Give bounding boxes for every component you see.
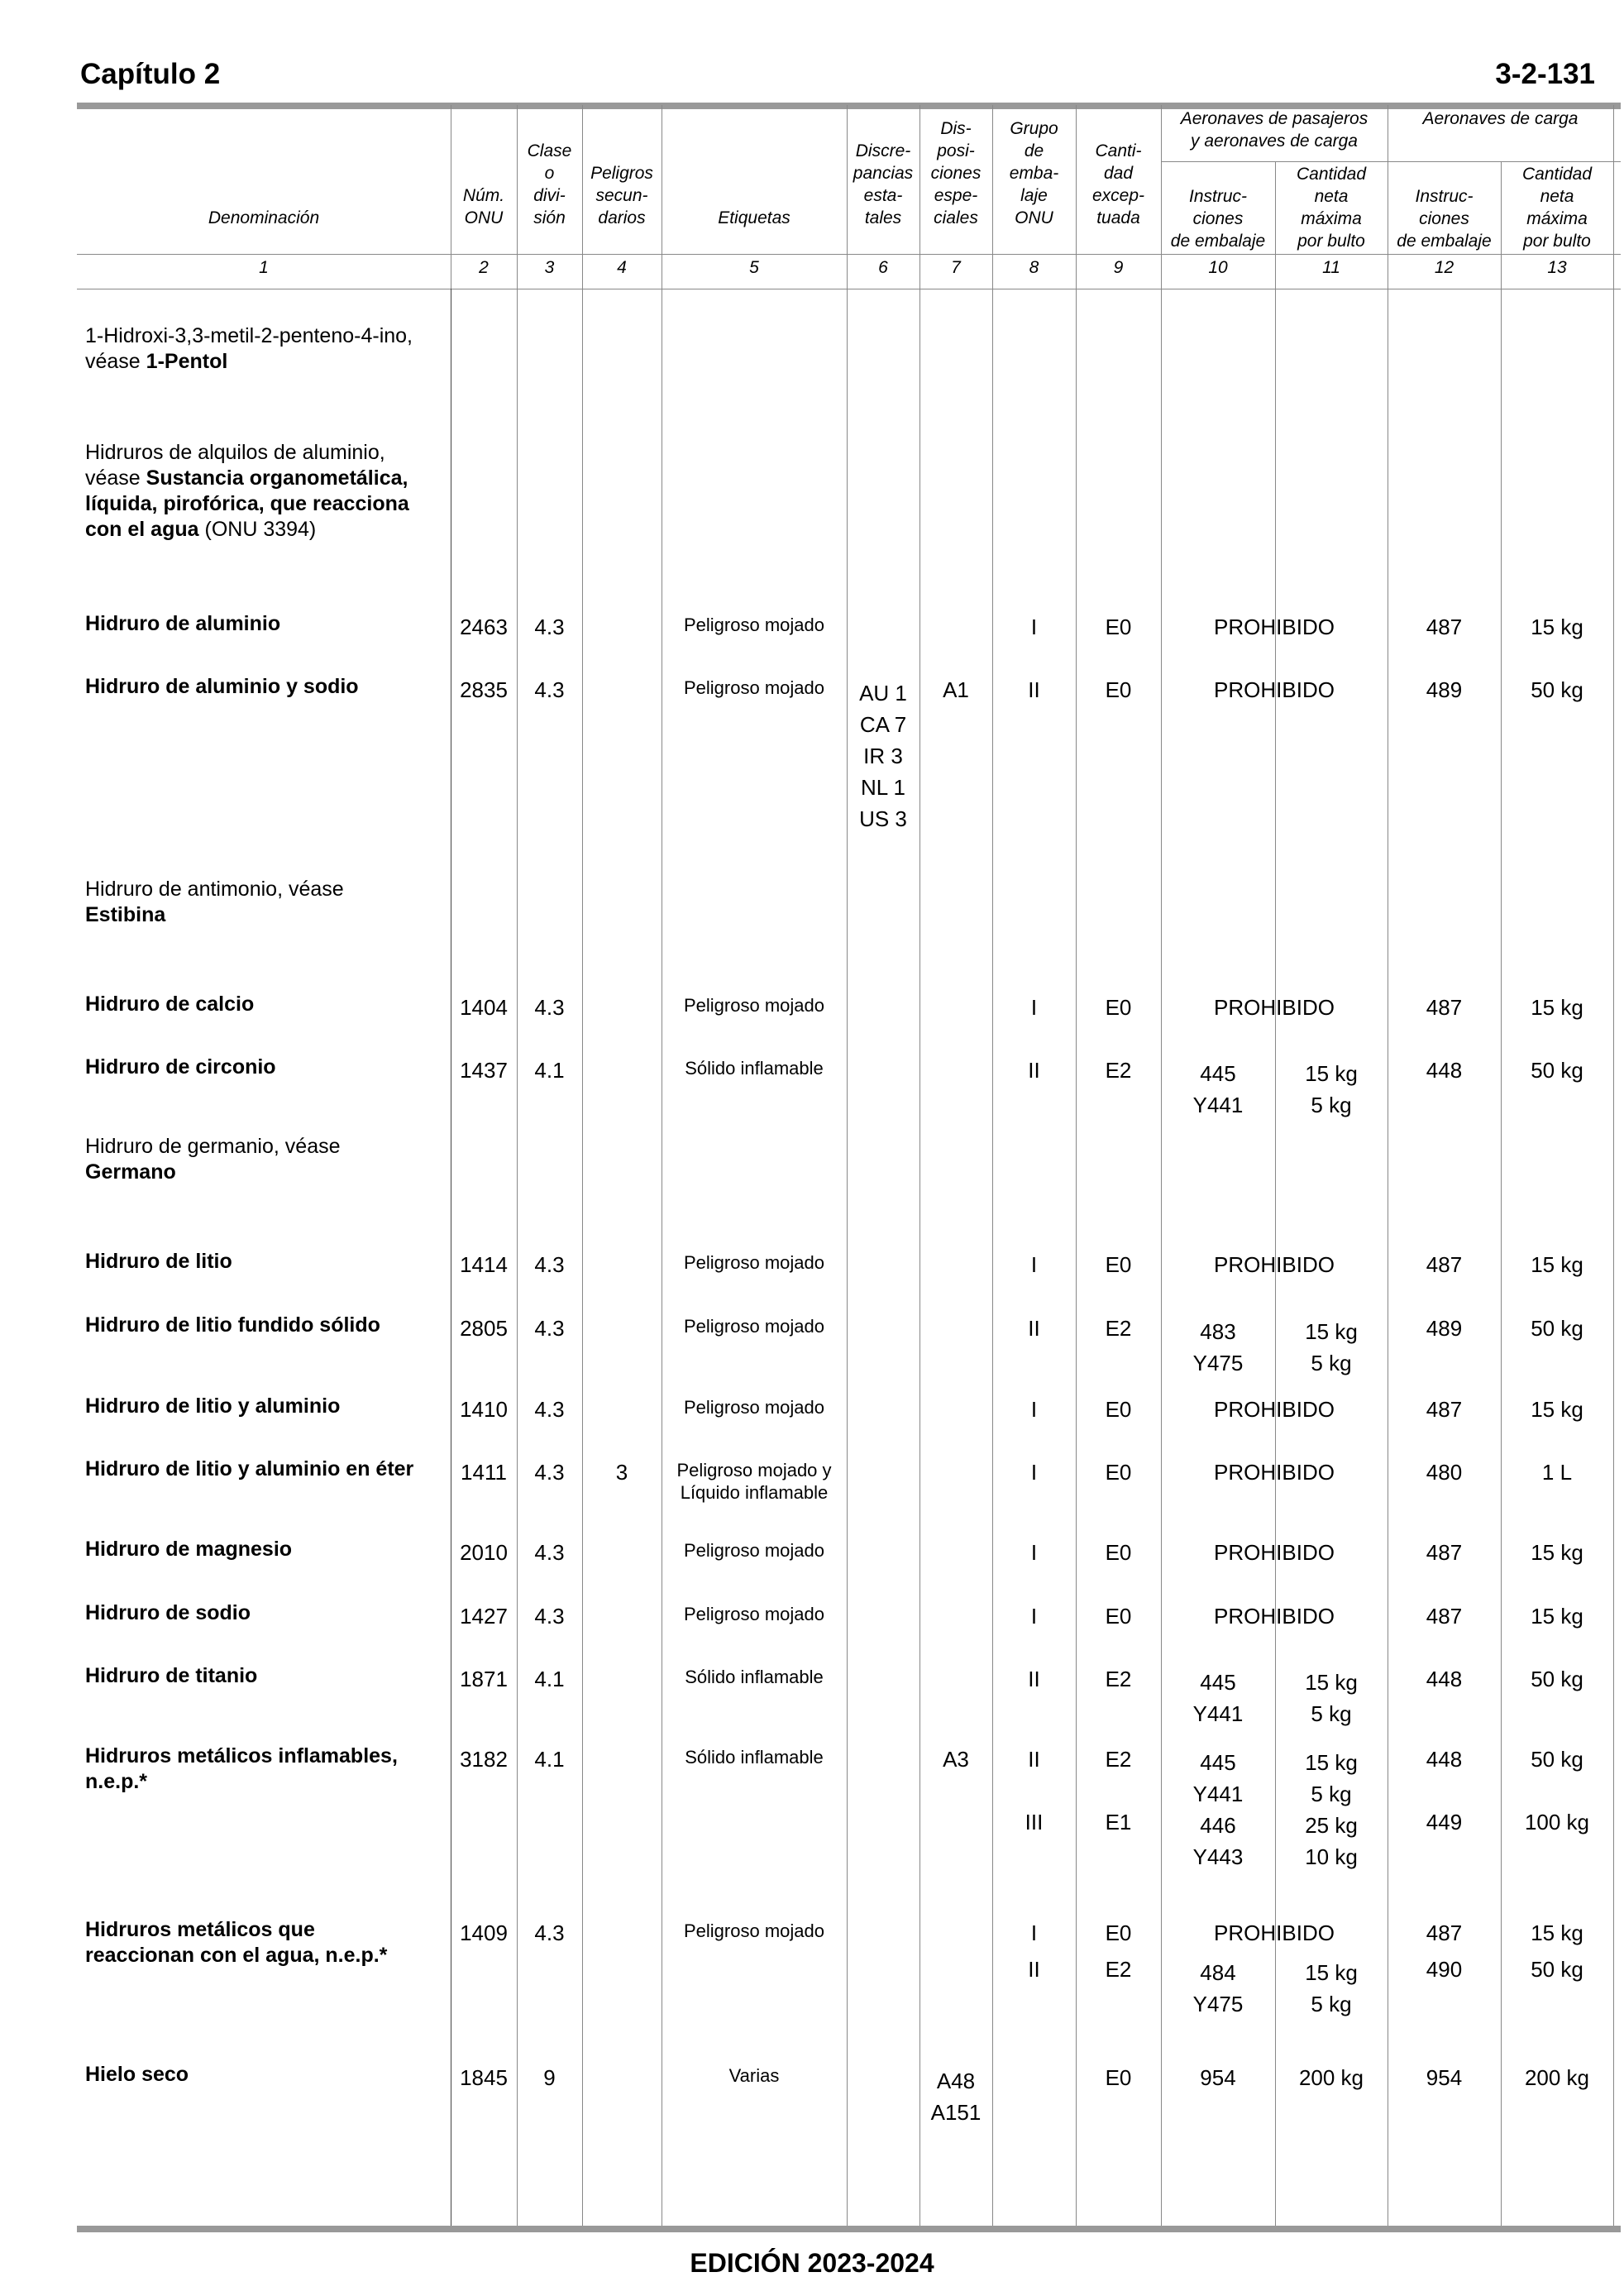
header-cantidad-exceptuada: Canti- dad excep- tuada bbox=[1091, 141, 1145, 227]
un-number: 1404 bbox=[460, 995, 508, 1020]
hazard-label: Peligroso mojado y Líquido inflamable bbox=[676, 1460, 832, 1503]
excepted-quantity: E1 bbox=[1105, 1810, 1132, 1834]
hazard-label: Sólido inflamable bbox=[685, 1058, 824, 1079]
cargo-quantity: 50 kg bbox=[1531, 677, 1583, 702]
col-number: 10 bbox=[1208, 258, 1228, 277]
un-number: 2463 bbox=[460, 615, 508, 639]
un-number: 1871 bbox=[460, 1667, 508, 1691]
cargo-quantity: 15 kg bbox=[1531, 1397, 1583, 1422]
passenger-forbidden: PROHIBIDO bbox=[1214, 1921, 1335, 1945]
substance-name: Hidruro de antimonio, véase Estibina bbox=[85, 878, 344, 926]
packing-group: I bbox=[1030, 995, 1038, 1020]
un-number: 1411 bbox=[461, 1460, 507, 1485]
un-number: 1409 bbox=[460, 1921, 508, 1945]
class-division: 4.3 bbox=[534, 1252, 565, 1277]
header-discrepancias: Discre- pancias esta- tales bbox=[853, 141, 914, 227]
cargo-instruction: 448 bbox=[1426, 1667, 1463, 1691]
header-cantidad-cargo: Cantidad neta máxima por bulto bbox=[1521, 165, 1593, 251]
header-instrucciones-pax: Instruc- ciones de embalaje bbox=[1170, 187, 1266, 251]
un-number: 2010 bbox=[460, 1540, 508, 1565]
header-carga-group: Aeronaves de carga bbox=[1422, 109, 1579, 128]
class-division: 4.1 bbox=[534, 1747, 565, 1772]
passenger-quantity: 200 kg bbox=[1298, 2065, 1364, 2090]
cargo-instruction: 487 bbox=[1426, 995, 1463, 1020]
special-provision: A1 bbox=[943, 677, 969, 702]
packing-group: II bbox=[1028, 1058, 1040, 1083]
substance-name: Hidruros metálicos que reaccionan con el agua, n.e.p.* bbox=[85, 1918, 388, 1967]
cargo-instruction: 487 bbox=[1426, 1540, 1463, 1565]
excepted-quantity: E0 bbox=[1105, 1397, 1132, 1422]
passenger-forbidden: PROHIBIDO bbox=[1214, 677, 1335, 702]
substance-name: Hidruro de calcio bbox=[85, 993, 255, 1016]
packing-group: II bbox=[1028, 1747, 1040, 1772]
excepted-quantity: E0 bbox=[1105, 1252, 1132, 1277]
passenger-forbidden: PROHIBIDO bbox=[1214, 615, 1335, 639]
substance-name: Hidruro de litio y aluminio en éter bbox=[85, 1457, 414, 1480]
hazard-label: Peligroso mojado bbox=[684, 1397, 824, 1418]
header-etiquetas: Etiquetas bbox=[718, 208, 791, 227]
passenger-instruction: 954 bbox=[1200, 2065, 1236, 2090]
class-division: 4.3 bbox=[534, 1460, 565, 1485]
cargo-quantity: 15 kg bbox=[1531, 1540, 1583, 1565]
class-division: 4.1 bbox=[534, 1058, 565, 1083]
hazard-label: Peligroso mojado bbox=[684, 1921, 824, 1941]
hazard-label: Peligroso mojado bbox=[684, 615, 824, 635]
passenger-instruction: 446 Y443 bbox=[1192, 1813, 1244, 1869]
header-num-onu: Núm. ONU bbox=[462, 186, 505, 227]
cargo-instruction: 487 bbox=[1426, 1397, 1463, 1422]
excepted-quantity: E2 bbox=[1105, 1667, 1132, 1691]
cargo-quantity: 15 kg bbox=[1531, 615, 1583, 639]
substance-name: Hidruro de aluminio y sodio bbox=[85, 675, 359, 698]
hazard-label: Varias bbox=[728, 2065, 780, 2086]
col-number: 11 bbox=[1322, 258, 1340, 277]
passenger-instruction: 445 Y441 bbox=[1192, 1061, 1244, 1117]
col-number: 13 bbox=[1547, 258, 1567, 277]
un-number: 1427 bbox=[460, 1604, 508, 1629]
header-clase: Clase o divi- sión bbox=[527, 141, 572, 227]
un-number: 1437 bbox=[460, 1058, 508, 1083]
header-cantidad-pax: Cantidad neta máxima por bulto bbox=[1296, 165, 1367, 251]
cargo-instruction: 480 bbox=[1426, 1460, 1463, 1485]
packing-group: I bbox=[1030, 1397, 1038, 1422]
un-number: 2835 bbox=[460, 677, 508, 702]
excepted-quantity: E2 bbox=[1105, 1957, 1132, 1982]
cargo-quantity: 200 kg bbox=[1524, 2065, 1590, 2090]
class-division: 4.3 bbox=[534, 677, 565, 702]
passenger-forbidden: PROHIBIDO bbox=[1214, 1604, 1335, 1629]
passenger-quantity: 15 kg 5 kg bbox=[1305, 1750, 1358, 1806]
col-number: 7 bbox=[951, 258, 961, 277]
passenger-instruction: 445 Y441 bbox=[1192, 1670, 1244, 1726]
excepted-quantity: E0 bbox=[1105, 1540, 1132, 1565]
col-number: 2 bbox=[479, 258, 489, 277]
cargo-quantity: 50 kg bbox=[1531, 1957, 1583, 1982]
bottom-rule bbox=[77, 2226, 1621, 2232]
passenger-instruction: 484 Y475 bbox=[1192, 1960, 1244, 2016]
packing-group: I bbox=[1030, 615, 1038, 639]
subsidiary-hazard: 3 bbox=[615, 1460, 628, 1485]
substance-name: Hielo seco bbox=[85, 2063, 189, 2086]
hazard-label: Sólido inflamable bbox=[685, 1667, 824, 1687]
excepted-quantity: E0 bbox=[1105, 615, 1132, 639]
excepted-quantity: E2 bbox=[1105, 1058, 1132, 1083]
passenger-forbidden: PROHIBIDO bbox=[1214, 1252, 1335, 1277]
cargo-instruction: 489 bbox=[1426, 677, 1463, 702]
excepted-quantity: E2 bbox=[1105, 1747, 1132, 1772]
header-disposiciones: Dis- posi- ciones espe- ciales bbox=[930, 119, 982, 227]
passenger-quantity: 25 kg 10 kg bbox=[1305, 1813, 1358, 1869]
excepted-quantity: E0 bbox=[1105, 995, 1132, 1020]
passenger-quantity: 15 kg 5 kg bbox=[1305, 1319, 1358, 1375]
passenger-forbidden: PROHIBIDO bbox=[1214, 1460, 1335, 1485]
header-pasajeros-group: Aeronaves de pasajeros y aeronaves de carga bbox=[1180, 109, 1368, 151]
cargo-quantity: 1 L bbox=[1541, 1460, 1573, 1485]
packing-group: I bbox=[1030, 1540, 1038, 1565]
header-denominacion: Denominación bbox=[208, 208, 320, 227]
cargo-instruction: 487 bbox=[1426, 1921, 1463, 1945]
special-provision: A3 bbox=[943, 1747, 969, 1772]
passenger-forbidden: PROHIBIDO bbox=[1214, 1540, 1335, 1565]
col-number: 9 bbox=[1113, 258, 1124, 277]
cargo-quantity: 50 kg bbox=[1531, 1667, 1583, 1691]
substance-name: Hidruro de litio y aluminio bbox=[85, 1394, 341, 1418]
packing-group: II bbox=[1028, 1316, 1040, 1341]
page-reference: 3-2-131 bbox=[1495, 58, 1595, 90]
class-division: 4.3 bbox=[534, 615, 565, 639]
state-variations: AU 1 CA 7 IR 3 NL 1 US 3 bbox=[859, 681, 907, 831]
class-division: 4.3 bbox=[534, 1540, 565, 1565]
cargo-instruction: 489 bbox=[1426, 1316, 1463, 1341]
cargo-quantity: 15 kg bbox=[1531, 1921, 1583, 1945]
substance-name: Hidruro de magnesio bbox=[85, 1538, 293, 1561]
class-division: 4.3 bbox=[534, 1316, 565, 1341]
class-division: 4.3 bbox=[534, 1397, 565, 1422]
class-division: 4.1 bbox=[534, 1667, 565, 1691]
excepted-quantity: E0 bbox=[1105, 2065, 1132, 2090]
hazard-label: Peligroso mojado bbox=[684, 995, 824, 1016]
cargo-instruction: 487 bbox=[1426, 615, 1463, 639]
col-number: 4 bbox=[617, 258, 627, 277]
passenger-forbidden: PROHIBIDO bbox=[1214, 995, 1335, 1020]
col-number: 5 bbox=[749, 258, 759, 277]
packing-group: II bbox=[1028, 1667, 1040, 1691]
substance-name: Hidruro de litio fundido sólido bbox=[85, 1313, 380, 1337]
cargo-instruction: 448 bbox=[1426, 1747, 1463, 1772]
substance-name: Hidruro de litio bbox=[85, 1250, 232, 1273]
packing-group: I bbox=[1030, 1252, 1038, 1277]
packing-group: III bbox=[1025, 1810, 1044, 1834]
excepted-quantity: E0 bbox=[1105, 677, 1132, 702]
col-number: 1 bbox=[259, 258, 269, 277]
cargo-instruction: 487 bbox=[1426, 1604, 1463, 1629]
passenger-instruction: 445 Y441 bbox=[1192, 1750, 1244, 1806]
passenger-instruction: 483 Y475 bbox=[1192, 1319, 1244, 1375]
col-number: 3 bbox=[544, 258, 555, 277]
cargo-quantity: 50 kg bbox=[1531, 1747, 1583, 1772]
un-number: 1845 bbox=[460, 2065, 508, 2090]
un-number: 2805 bbox=[460, 1316, 508, 1341]
substance-name: Hidruro de circonio bbox=[85, 1055, 276, 1079]
cargo-instruction: 448 bbox=[1426, 1058, 1463, 1083]
hazard-label: Peligroso mojado bbox=[684, 1252, 824, 1273]
cargo-quantity: 15 kg bbox=[1531, 995, 1583, 1020]
excepted-quantity: E2 bbox=[1105, 1316, 1132, 1341]
substance-name: Hidruro de germanio, véase Germano bbox=[85, 1135, 341, 1184]
hazard-label: Peligroso mojado bbox=[684, 1604, 824, 1624]
passenger-quantity: 15 kg 5 kg bbox=[1305, 1960, 1358, 2016]
substance-name: Hidruros de alquilos de aluminio, véase Sustancia organometálica, líquida, pirofórica, que reacciona con el agua (ONU 3394) bbox=[85, 441, 409, 541]
un-number: 3182 bbox=[460, 1747, 508, 1772]
excepted-quantity: E0 bbox=[1105, 1604, 1132, 1629]
excepted-quantity: E0 bbox=[1105, 1921, 1132, 1945]
cargo-instruction: 487 bbox=[1426, 1252, 1463, 1277]
packing-group: I bbox=[1030, 1921, 1038, 1945]
hazard-label: Peligroso mojado bbox=[684, 1316, 824, 1337]
header-peligros: Peligros secun- darios bbox=[590, 164, 653, 227]
class-division: 4.3 bbox=[534, 1604, 565, 1629]
hazard-label: Sólido inflamable bbox=[685, 1747, 824, 1767]
un-number: 1414 bbox=[460, 1252, 508, 1277]
col-number: 12 bbox=[1434, 258, 1454, 277]
cargo-quantity: 50 kg bbox=[1531, 1316, 1583, 1341]
passenger-forbidden: PROHIBIDO bbox=[1214, 1397, 1335, 1422]
cargo-quantity: 15 kg bbox=[1531, 1252, 1583, 1277]
cargo-quantity: 50 kg bbox=[1531, 1058, 1583, 1083]
cargo-instruction: 954 bbox=[1426, 2065, 1463, 2090]
substance-name: Hidruro de sodio bbox=[85, 1601, 251, 1624]
col-number: 8 bbox=[1029, 258, 1039, 277]
chapter-title: Capítulo 2 bbox=[80, 58, 221, 90]
passenger-quantity: 15 kg 5 kg bbox=[1305, 1670, 1358, 1726]
packing-group: II bbox=[1028, 1957, 1040, 1982]
substance-name: Hidruro de aluminio bbox=[85, 612, 281, 635]
class-division: 4.3 bbox=[534, 995, 565, 1020]
cargo-instruction: 449 bbox=[1426, 1810, 1463, 1834]
packing-group: I bbox=[1030, 1604, 1038, 1629]
cargo-quantity: 100 kg bbox=[1524, 1810, 1590, 1834]
col-number: 6 bbox=[878, 258, 888, 277]
edition-footer: EDICIÓN 2023-2024 bbox=[690, 2248, 934, 2278]
passenger-quantity: 15 kg 5 kg bbox=[1305, 1061, 1358, 1117]
substance-name: Hidruro de titanio bbox=[85, 1664, 258, 1687]
packing-group: I bbox=[1030, 1460, 1038, 1485]
hazard-label: Peligroso mojado bbox=[684, 677, 824, 698]
class-division: 4.3 bbox=[534, 1921, 565, 1945]
special-provision: A48 A151 bbox=[930, 2069, 982, 2125]
hazard-label: Peligroso mojado bbox=[684, 1540, 824, 1561]
excepted-quantity: E0 bbox=[1105, 1460, 1132, 1485]
substance-name: 1-Hidroxi-3,3-metil-2-penteno-4-ino, véase 1-Pentol bbox=[85, 324, 413, 373]
un-number: 1410 bbox=[460, 1397, 508, 1422]
class-division: 9 bbox=[543, 2065, 556, 2090]
cargo-quantity: 15 kg bbox=[1531, 1604, 1583, 1629]
packing-group: II bbox=[1028, 677, 1040, 702]
cargo-instruction: 490 bbox=[1426, 1957, 1463, 1982]
substance-name: Hidruros metálicos inflamables, n.e.p.* bbox=[85, 1744, 398, 1793]
header-instrucciones-cargo: Instruc- ciones de embalaje bbox=[1397, 187, 1492, 251]
header-grupo: Grupo de emba- laje ONU bbox=[1009, 119, 1059, 227]
